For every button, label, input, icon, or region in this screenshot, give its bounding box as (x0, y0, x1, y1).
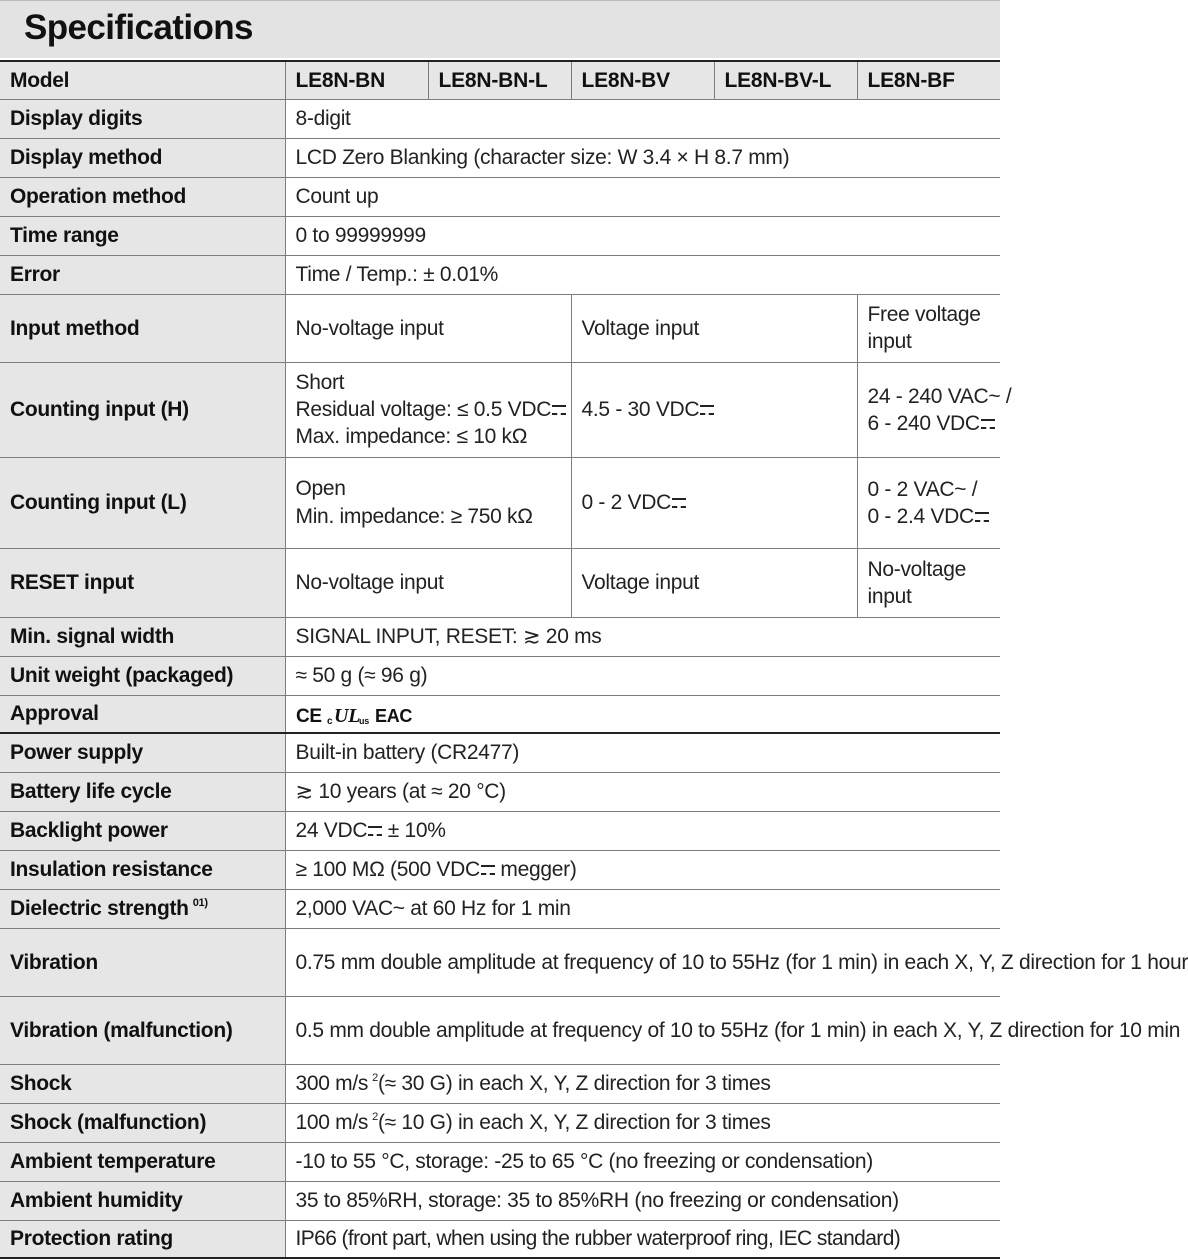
row-label: Power supply (0, 733, 285, 772)
bn-value: Open Min. impedance: ≥ 750 kΩ (285, 457, 571, 548)
row-label-model: Model (0, 61, 285, 99)
row-label: Battery life cycle (0, 772, 285, 811)
row-label: Display method (0, 138, 285, 177)
row-label: Unit weight (packaged) (0, 656, 285, 695)
dc-symbol-icon (552, 405, 566, 415)
bf-value: 24 - 240 VAC~ / 6 - 240 VDC (857, 362, 1000, 457)
table-row (0, 889, 1000, 928)
svg-text:CE: CE (295, 705, 322, 727)
row-value: 35 to 85%RH, storage: 35 to 85%RH (no freezing or condensation) (285, 1181, 1000, 1220)
bn-value: Short Residual voltage: ≤ 0.5 VDC Max. impedance: ≤ 10 kΩ (285, 362, 571, 457)
footnote-ref: 01) (192, 897, 208, 909)
table-row (0, 177, 1000, 216)
row-label: Min. signal width (0, 617, 285, 656)
row-label: Counting input (H) (0, 362, 285, 457)
row-value: 300 m/s $^2$(≈ 30 G) in each X, Y, Z direction for 3 times (285, 1064, 1000, 1103)
row-label: Operation method (0, 177, 285, 216)
row-label: Time range (0, 216, 285, 255)
table-row (0, 1142, 1000, 1181)
svg-text:c: c (326, 715, 332, 727)
row-label: Shock (malfunction) (0, 1103, 285, 1142)
table-row (0, 1103, 1000, 1142)
table-row (0, 1181, 1000, 1220)
row-label: RESET input (0, 548, 285, 617)
svg-text:us: us (358, 715, 369, 726)
table-row (0, 1220, 1000, 1258)
dc-symbol-icon (672, 498, 686, 508)
row-value: 0.5 mm double amplitude at frequency of 10 to 55Hz (for 1 min) in each X, Y, Z direction for 10 min (285, 996, 1000, 1064)
row-label: Shock (0, 1064, 285, 1103)
row-label: Insulation resistance (0, 850, 285, 889)
row-label: Dielectric strength $^{01)}$ (0, 889, 285, 928)
dc-symbol-icon (368, 826, 382, 836)
table-row (0, 294, 1000, 362)
table-row (0, 1064, 1000, 1103)
row-value: 100 m/s $^2$(≈ 10 G) in each X, Y, Z direction for 3 times (285, 1103, 1000, 1142)
table-row (0, 362, 1000, 457)
table-row (0, 457, 1000, 548)
row-label: Approval (0, 695, 285, 733)
title-bar (0, 0, 1000, 58)
table-row (0, 811, 1000, 850)
bv-value: Voltage input (571, 294, 857, 362)
table-row (0, 996, 1000, 1064)
bn-value: No-voltage input (285, 548, 571, 617)
row-value: ≳ 10 years (at ≈ 20 °C) (285, 772, 1000, 811)
model-header: LE8N-BN (285, 61, 428, 99)
bf-value: Free voltage input (857, 294, 1000, 362)
row-label: Ambient humidity (0, 1181, 285, 1220)
table-row (0, 850, 1000, 889)
row-label: Protection rating (0, 1220, 285, 1258)
row-value (285, 695, 1000, 733)
row-label: Ambient temperature (0, 1142, 285, 1181)
table-row (0, 99, 1000, 138)
table-row (0, 656, 1000, 695)
row-label: Backlight power (0, 811, 285, 850)
table-row (0, 617, 1000, 656)
row-value: Built-in battery (CR2477) (285, 733, 1000, 772)
row-value: Count up (285, 177, 1000, 216)
table-row (0, 548, 1000, 617)
table-row (0, 772, 1000, 811)
table-row-model (0, 61, 1000, 99)
row-value: -10 to 55 °C, storage: -25 to 65 °C (no freezing or condensation) (285, 1142, 1000, 1181)
table-row (0, 216, 1000, 255)
row-label: Error (0, 255, 285, 294)
approval-marks-icon (296, 704, 436, 726)
table-row (0, 138, 1000, 177)
row-label: Vibration (0, 928, 285, 996)
row-value: 0.75 mm double amplitude at frequency of 10 to 55Hz (for 1 min) in each X, Y, Z direction for 1 hour (285, 928, 1000, 996)
row-label: Counting input (L) (0, 457, 285, 548)
bv-value: 0 - 2 VDC (571, 457, 857, 548)
dc-symbol-icon (700, 405, 714, 415)
dc-symbol-icon (981, 419, 995, 429)
table-row (0, 255, 1000, 294)
page-title: Specifications (24, 8, 253, 47)
bf-value: No-voltage input (857, 548, 1000, 617)
row-label: Display digits (0, 99, 285, 138)
row-value: 8-digit (285, 99, 1000, 138)
spec-table (0, 60, 1188, 1259)
row-value: LCD Zero Blanking (character size: W 3.4 × H 8.7 mm) (285, 138, 1000, 177)
row-label: Input method (0, 294, 285, 362)
row-value: 0 to 99999999 (285, 216, 1000, 255)
svg-text:UL: UL (333, 704, 360, 727)
bv-value: Voltage input (571, 548, 857, 617)
row-label: Vibration (malfunction) (0, 996, 285, 1064)
row-value: ≥ 100 MΩ (500 VDC megger) (285, 850, 1000, 889)
dc-symbol-icon (975, 512, 989, 522)
dc-symbol-icon (481, 865, 495, 875)
table-row (0, 928, 1000, 996)
bv-value: 4.5 - 30 VDC (571, 362, 857, 457)
model-header: LE8N-BV-L (714, 61, 857, 99)
row-value: 2,000 VAC~ at 60 Hz for 1 min (285, 889, 1000, 928)
row-value: ≈ 50 g (≈ 96 g) (285, 656, 1000, 695)
row-value: SIGNAL INPUT, RESET: ≳ 20 ms (285, 617, 1000, 656)
row-value: 24 VDC ± 10% (285, 811, 1000, 850)
bn-value: No-voltage input (285, 294, 571, 362)
model-header: LE8N-BV (571, 61, 714, 99)
svg-text:EAC: EAC (374, 705, 412, 726)
table-row (0, 695, 1000, 733)
table-row (0, 733, 1000, 772)
model-header: LE8N-BF (857, 61, 1000, 99)
row-value: IP66 (front part, when using the rubber waterproof ring, IEC standard) (285, 1220, 1000, 1258)
row-value: Time / Temp.: ± 0.01% (285, 255, 1000, 294)
model-header: LE8N-BN-L (428, 61, 571, 99)
bf-value: 0 - 2 VAC~ / 0 - 2.4 VDC (857, 457, 1000, 548)
